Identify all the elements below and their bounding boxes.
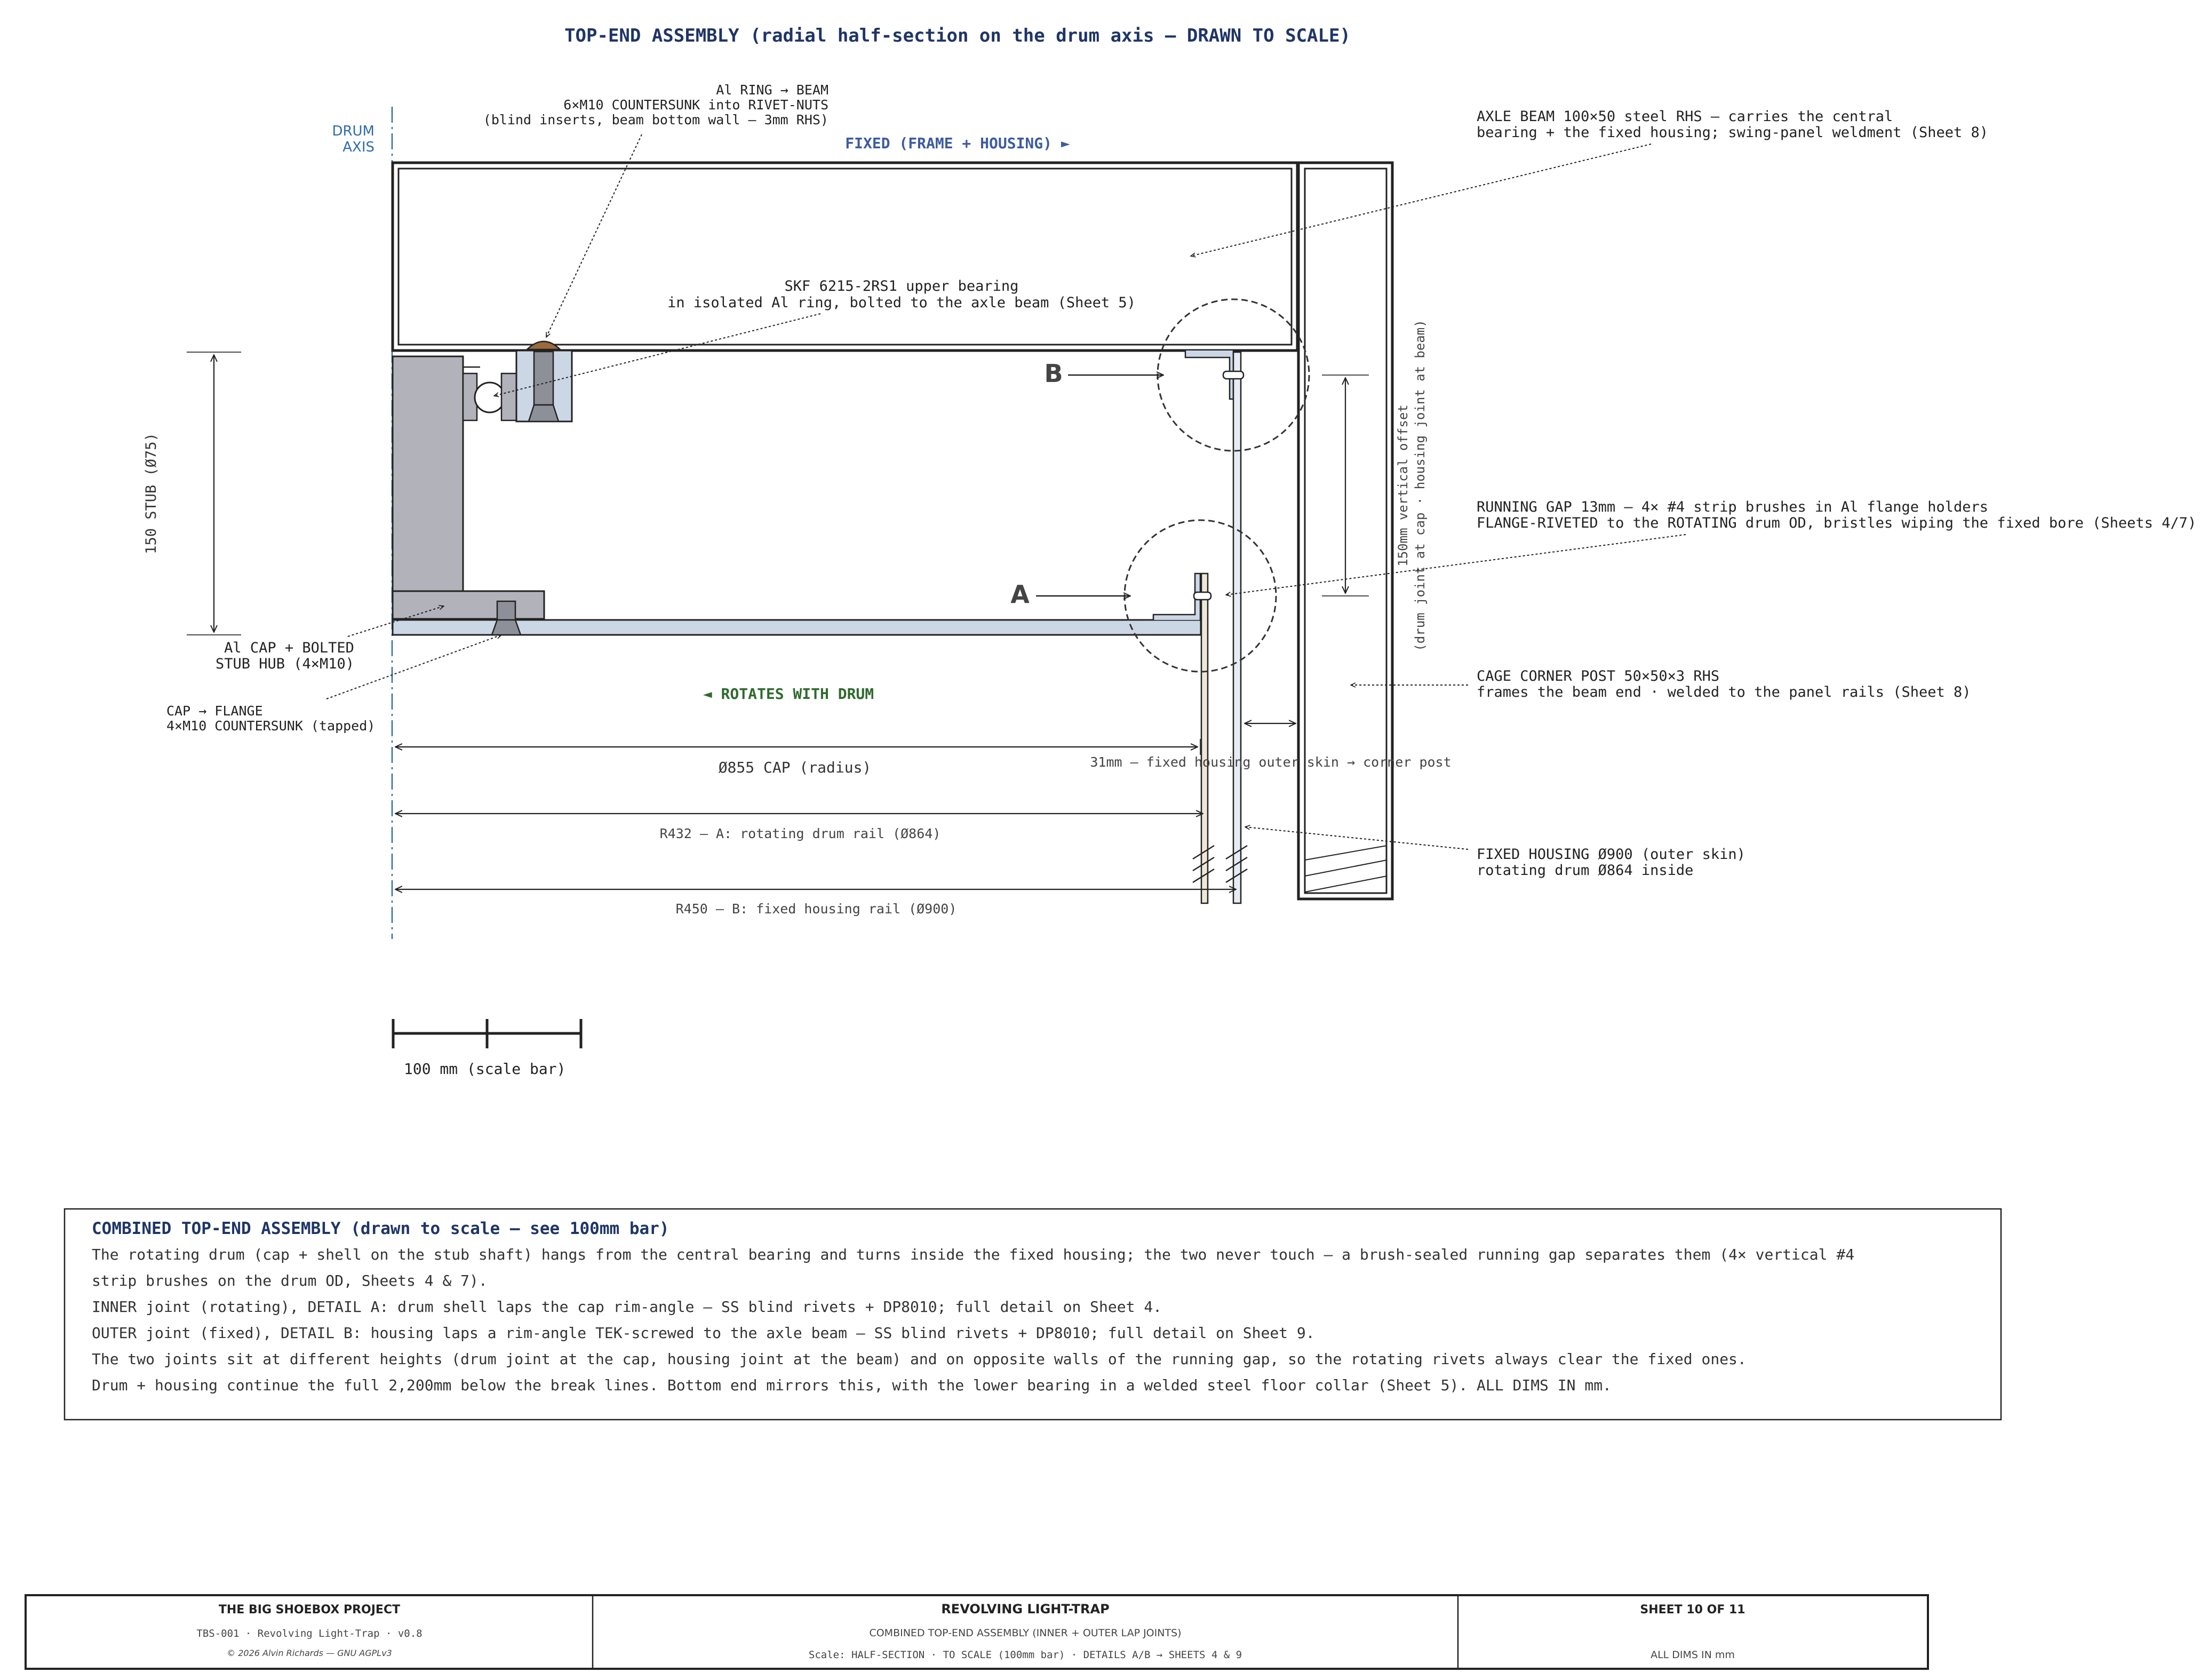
callout-al-ring bbox=[483, 82, 828, 128]
drum-axis-label-2: AXIS bbox=[342, 139, 374, 155]
stub-dimension-label: 150 STUB (Ø75) bbox=[143, 433, 160, 554]
fixed-housing-line-2: rotating drum Ø864 inside bbox=[1477, 862, 1694, 879]
stub-dimension bbox=[187, 352, 241, 635]
cap-flange-line-1: CAP → FLANGE bbox=[166, 703, 263, 719]
sheet-title: TOP-END ASSEMBLY (radial half-section on the drum axis — DRAWN TO SCALE) bbox=[564, 25, 1351, 46]
title-block-copyright: © 2026 Alvin Richards — GNU AGPLv3 bbox=[227, 1648, 392, 1658]
scale-bar-label: 100 mm (scale bar) bbox=[404, 1060, 566, 1078]
gap31-dimension-label: 31mm — fixed housing outer skin → corner post bbox=[1090, 754, 1452, 770]
axle-beam-line-1: AXLE BEAM 100×50 steel RHS — carries the central bbox=[1477, 108, 1893, 125]
r432-dimension-label: R432 — A: rotating drum rail (Ø864) bbox=[659, 826, 941, 841]
cap-flange-line-2: 4×M10 COUNTERSUNK (tapped) bbox=[166, 718, 376, 734]
r450-dimension-label: R450 — B: fixed housing rail (Ø900) bbox=[675, 901, 957, 917]
bearing-ball-icon bbox=[475, 383, 505, 412]
al-cap bbox=[393, 591, 1201, 635]
drum-axis-label: DRUM bbox=[332, 123, 374, 139]
callout-cage-post bbox=[1477, 668, 1971, 700]
fixed-housing-line-1: FIXED HOUSING Ø900 (outer skin) bbox=[1477, 846, 1745, 863]
title-block-name: REVOLVING LIGHT-TRAP bbox=[941, 1602, 1110, 1617]
running-gap-leader bbox=[1226, 535, 1686, 595]
title-block-scale: Scale: HALF-SECTION · TO SCALE (100mm bar) · DETAILS A/B → SHEETS 4 & 9 bbox=[808, 1649, 1242, 1661]
callout-fixed-housing bbox=[1477, 846, 1745, 879]
axle-beam-line-2: bearing + the fixed housing; swing-panel weldment (Sheet 8) bbox=[1477, 124, 1989, 141]
axle-beam bbox=[393, 163, 1297, 351]
al-ring-line-1: Al RING → BEAM bbox=[716, 82, 828, 98]
note-line-2: strip brushes on the drum OD, Sheets 4 & 7). bbox=[92, 1272, 488, 1289]
note-line-3: INNER joint (rotating), DETAIL A: drum shell laps the cap rim-angle — SS blind rivets + DP8010; full detail on Sheet 4. bbox=[92, 1298, 1162, 1316]
bearing-line-1: SKF 6215-2RS1 upper bearing bbox=[784, 278, 1019, 294]
detail-a-label: A bbox=[1010, 580, 1030, 609]
note-line-1: The rotating drum (cap + shell on the stub shaft) hangs from the central bearing and turns inside the fixed housing; the two never touch — a brush-sealed running gap separates them (4× vertical #4 bbox=[92, 1246, 1855, 1263]
al-cap-line-1: Al CAP + BOLTED bbox=[224, 640, 354, 656]
detail-b-label: B bbox=[1044, 359, 1063, 388]
scale-bar bbox=[393, 1019, 581, 1048]
offset-label-line-1: 150mm vertical offset bbox=[1396, 404, 1410, 567]
rotates-label: ◄ ROTATES WITH DRUM bbox=[703, 685, 874, 703]
title-block-project: THE BIG SHOEBOX PROJECT bbox=[218, 1603, 401, 1617]
stub-hub bbox=[393, 356, 505, 592]
offset-dimension-label bbox=[1396, 320, 1428, 651]
title-block-subtitle: COMBINED TOP-END ASSEMBLY (INNER + OUTER LAP JOINTS) bbox=[869, 1627, 1182, 1639]
cage-post-line-1: CAGE CORNER POST 50×50×3 RHS bbox=[1477, 668, 1720, 684]
title-block-units: ALL DIMS IN mm bbox=[1651, 1649, 1735, 1661]
title-block-sheet: SHEET 10 OF 11 bbox=[1640, 1603, 1745, 1617]
al-ring-line-3: (blind inserts, beam bottom wall — 3mm RHS) bbox=[483, 112, 828, 128]
al-cap-line-2: STUB HUB (4×M10) bbox=[215, 656, 355, 672]
note-line-4: OUTER joint (fixed), DETAIL B: housing laps a rim-angle TEK-screwed to the axle beam — SS blind rivets + DP8010; full detail on Sheet 9. bbox=[92, 1324, 1315, 1342]
callout-cap-flange bbox=[166, 703, 375, 734]
note-line-5: The two joints sit at different heights (drum joint at the cap, housing joint at the beam) and on opposite walls of the running gap, so the rotating rivets always clear the fixed ones. bbox=[92, 1350, 1747, 1368]
callout-al-cap bbox=[216, 640, 354, 672]
callout-running-gap bbox=[1477, 499, 2196, 531]
running-gap-line-1: RUNNING GAP 13mm — 4× #4 strip brushes in Al flange holders bbox=[1477, 499, 1989, 515]
bearing-line-2: in isolated Al ring, bolted to the axle beam (Sheet 5) bbox=[667, 294, 1136, 311]
cage-post-line-2: frames the beam end · welded to the panel rails (Sheet 8) bbox=[1477, 684, 1971, 700]
notes-heading: COMBINED TOP-END ASSEMBLY (drawn to scale — see 100mm bar) bbox=[92, 1219, 669, 1238]
al-ring-line-2: 6×M10 COUNTERSUNK into RIVET-NUTS bbox=[563, 97, 828, 113]
cap-dimension-label: Ø855 CAP (radius) bbox=[718, 759, 872, 776]
running-gap-line-2: FLANGE-RIVETED to the ROTATING drum OD, bristles wiping the fixed bore (Sheets 4/7) bbox=[1477, 515, 2197, 531]
al-bearing-ring bbox=[501, 341, 572, 421]
offset-label-line-2: (drum joint at cap · housing joint at beam) bbox=[1413, 320, 1428, 651]
note-line-6: Drum + housing continue the full 2,200mm below the break lines. Bottom end mirrors this, with the lower bearing in a welded steel floor collar (Sheet 5). ALL DIMS IN mm. bbox=[92, 1376, 1612, 1394]
fixed-label: FIXED (FRAME + HOUSING) ► bbox=[845, 134, 1070, 152]
callout-axle-beam bbox=[1477, 108, 1988, 141]
title-block-doc: TBS-001 · Revolving Light-Trap · v0.8 bbox=[196, 1628, 423, 1639]
